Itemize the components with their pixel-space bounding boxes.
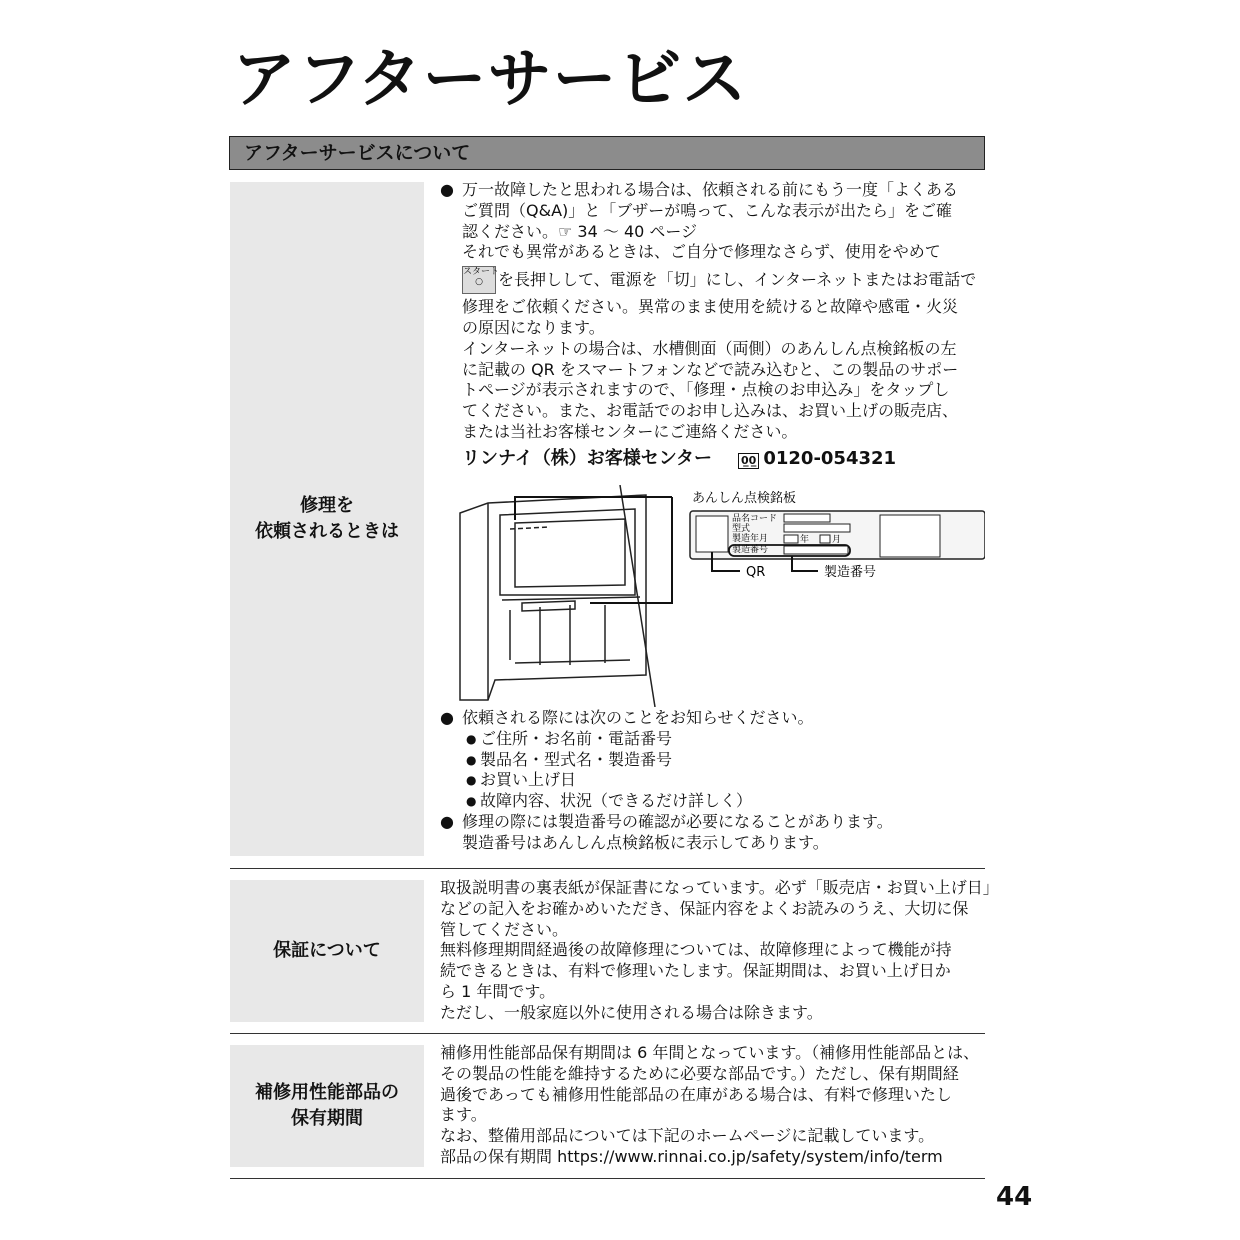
nameplate-diagram [440, 485, 985, 707]
repair-label-line2: 依頼されるときは [255, 521, 399, 542]
plate-label: あんしん点検銘板 [692, 491, 797, 506]
qr-label: QR [746, 565, 766, 580]
repair-para1: ● 万一故障したと思われる場合は、依頼される前にもう一度「よくある ご質問（Q&A)」と「ブザーが鳴って、こんな表示が出たら」をご確 認ください。☞ 34 ～ 40 ページ それでも異常があるときは、ご自分で修理なさらず、使用をやめて スタート ○ を長押しして、電源を「切」にし、インターネットまたはお電話で 修理をご依頼ください。異常のまま使用を続けると故障や感電・火災 の原因になります。 インターネットの場合は、水槽側面（両側）のあんしん点検銘板の左 に記載の QR をスマートフォンなどで読み込むと、この製品のサポー トページが表示されますので、「修理・点検のお申込み」をタップし てください。また、お電話でのお申し込みは、お買い上げの販売店、 または当社お客様センターにご連絡ください。 リンナイ（株）お客様センター 0̲0̲ 0120-054321 [440, 180, 988, 470]
divider [230, 1178, 985, 1179]
list-item: ● ご住所・お名前・電話番号 [466, 728, 673, 748]
svg-text:品名コード: 品名コード [732, 514, 778, 524]
customer-center [462, 449, 988, 470]
bullet-icon: ● [466, 731, 477, 746]
dishwasher-drawing [460, 485, 655, 707]
bullet-icon: ● [440, 811, 454, 831]
repair-label-cell [230, 182, 424, 856]
parts-url-line[interactable]: 部品の保有期間 https://www.rinnai.co.jp/safety/system/info/term [440, 1146, 943, 1166]
parts-content: 補修用性能部品保有期間は 6 年間となっています。（補修用性能部品とは、 その製品の性能を維持するために必要な部品です。）ただし、保有期間経 過後であっても補修用性能部品の在庫がある場合は、有料で修理いたし ます。 なお、整備用部品については下記のホームページに記載しています。 部品の保有期間 https://www.rinnai.co.jp/safety/system/info/term [440, 1043, 988, 1168]
bullet-icon: ● [466, 752, 477, 767]
divider [230, 868, 985, 869]
warranty-content: 取扱説明書の裏表紙が保証書になっています。必ず「販売店・お買い上げ日」 などの記入をお確かめいただき、保証内容をよくお読みのうえ、大切に保 管してください。 無料修理期間経過後の故障修理については、故障修理によって機能が持 続できるときは、有料で修理いたします。保証期間は、お買い上げ日か ら 1 年間です。 ただし、一般家庭以外に使用される場合は除きます。 [440, 878, 999, 1022]
page-number: 44 [996, 1182, 1033, 1212]
parts-label-cell [230, 1045, 424, 1167]
bullet-icon: ● [466, 794, 477, 809]
parts-label-line2: 保有期間 [291, 1108, 363, 1129]
list-item: ● お買い上げ日 [466, 770, 577, 790]
bullet-icon: ● [440, 180, 454, 199]
serial-label: 製造番号 [824, 565, 877, 580]
svg-text:型式: 型式 [732, 524, 751, 534]
list-item: ● 故障内容、状況（できるだけ詳しく） [466, 791, 753, 811]
freedial-icon: 0̲0̲ [738, 453, 759, 469]
svg-text:月: 月 [832, 535, 842, 545]
start-key-icon: スタート ○ [462, 266, 496, 294]
svg-text:年: 年 [800, 535, 810, 545]
repair-content-top [440, 180, 988, 470]
list-item: ● 製品名・型式名・製造番号 [466, 749, 673, 769]
repair-label-line1: 修理を [300, 495, 354, 516]
center-phone: 0120-054321 [763, 447, 897, 469]
warranty-label-cell [230, 880, 424, 1022]
bullet-icon: ● [440, 708, 454, 727]
nameplate [690, 511, 985, 559]
svg-text:製造番号: 製造番号 [732, 545, 769, 555]
svg-text:製造年月: 製造年月 [732, 534, 769, 544]
repair-content-bottom: ● 依頼される際には次のことをお知らせください。 ● ご住所・お名前・電話番号 ● 製品名・型式名・製造番号 ● お買い上げ日 ● 故障内容、状況（できるだけ詳しく） ● 修理の際には製造番号の確認が必要になることがあります。 製造番号はあんしん点検銘板に表示してあります。 [440, 708, 988, 854]
page-title: アフターサービス [232, 43, 748, 117]
divider [230, 1033, 985, 1034]
bullet-icon: ● [466, 773, 477, 788]
center-name: リンナイ（株）お客様センター [462, 447, 713, 469]
parts-label-line1: 補修用性能部品の [255, 1082, 399, 1103]
warranty-label: 保証について [273, 940, 381, 961]
section-header: アフターサービスについて [229, 136, 985, 170]
